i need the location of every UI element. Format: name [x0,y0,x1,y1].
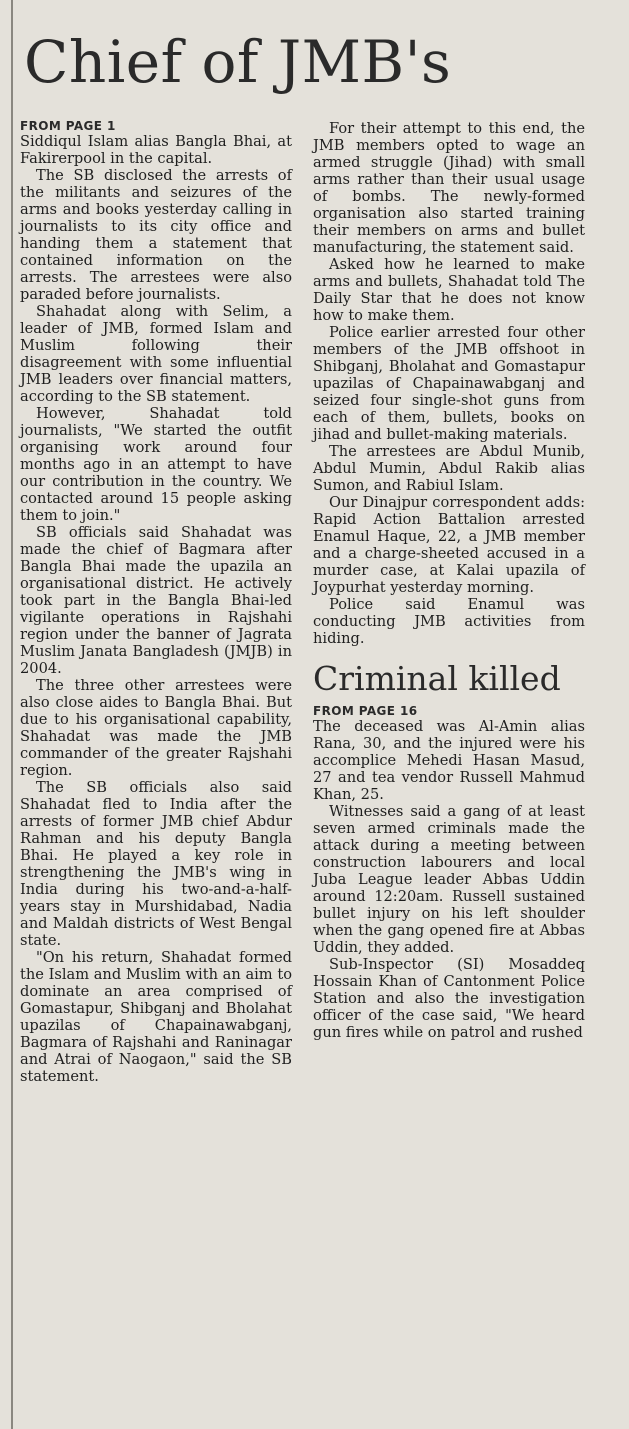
story-headline: Chief of JMB's [24,28,452,96]
story-paragraph: Sub-Inspector (SI) Mosaddeq Hossain Khan of Cantonment Police Station and also the investigation officer of the case said, "We heard gun fires while on patrol and rushed [313,956,585,1041]
story-paragraph: Police earlier arrested four other members of the JMB offshoot in Shibganj, Bholahat and Gomastapur upazilas of Chapainawabganj and seized four single-shot guns from each of them, bullets, books on jihad and bullet-making materials. [313,324,585,443]
story-paragraph: The SB officials also said Shahadat fled to India after the arrests of former JMB chief Abdur Rahman and his deputy Bangla Bhai. He played a key role in strengthening the JMB's wing in India during his two-and-a-half-years stay in Murshidabad, Nadia and Maldah districts of West Bengal state. [20,779,292,949]
right-column [313,120,585,1041]
second-story-headline: Criminal killed [313,659,561,698]
continued-from-label: FROM PAGE 1 [20,119,116,133]
story-paragraph: For their attempt to this end, the JMB members opted to wage an armed struggle (Jihad) with small arms rather than their usual usage of bombs. The newly-formed organisation also started training their members on arms and bullet manufacturing, the statement said. [313,120,585,256]
story-paragraph: The arrestees are Abdul Munib, Abdul Mumin, Abdul Rakib alias Sumon, and Rabiul Islam. [313,443,585,494]
story-paragraph: Our Dinajpur correspondent adds: Rapid Action Battalion arrested Enamul Haque, 22, a JMB member and a charge-sheeted accused in a murder case, at Kalai upazila of Joypurhat yesterday morning. [313,494,585,596]
story-paragraph: Shahadat along with Selim, a leader of JMB, formed Islam and Muslim following their disagreement with some influential JMB leaders over financial matters, according to the SB statement. [20,303,292,405]
story-lead-text: The deceased was Al-Amin alias Rana, 30, and the injured were his accomplice Mehedi Hasan Masud, 27 and tea vendor Russell Mahmud Khan, 25. [313,718,585,803]
story-paragraph: The three other arrestees were also close aides to Bangla Bhai. But due to his organisational capability, Shahadat was made the JMB commander of the greater Rajshahi region. [20,677,292,779]
story-paragraph: "On his return, Shahadat formed the Islam and Muslim with an aim to dominate an area comprised of Gomastapur, Shibganj and Bholahat upazilas of Chapainawabganj, Bagmara of Rajshahi and Raninagar and Atrai of Naogaon," said the SB statement. [20,949,292,1085]
story-lead-text: Siddiqul Islam alias Bangla Bhai, at Fakirerpool in the capital. [20,133,292,167]
left-column-rule [11,0,13,1429]
story-paragraph: The SB disclosed the arrests of the militants and seizures of the arms and books yesterday calling in journalists to its city office and handing them a statement that contained information on the arrests. The arrestees were also paraded before journalists. [20,167,292,303]
story-paragraph: Police said Enamul was conducting JMB activities from hiding. [313,596,585,647]
story-paragraph: However, Shahadat told journalists, "We started the outfit organising work around four months ago in an attempt to have our contribution in the country. We contacted around 15 people asking them to join." [20,405,292,524]
story-paragraph: Witnesses said a gang of at least seven armed criminals made the attack during a meeting between construction labourers and local Juba League leader Abbas Uddin around 12:20am. Russell sustained bullet injury on his left shoulder when the gang opened fire at Abbas Uddin, they added. [313,803,585,956]
left-column [20,118,292,1085]
story-paragraph: Asked how he learned to make arms and bullets, Shahadat told The Daily Star that he does not know how to make them. [313,256,585,324]
continued-from-label: FROM PAGE 16 [313,704,418,718]
story-paragraph: SB officials said Shahadat was made the chief of Bagmara after Bangla Bhai made the upazila an organisational district. He actively took part in the Bangla Bhai-led vigilante operations in Rajshahi region under the banner of Jagrata Muslim Janata Bangladesh (JMJB) in 2004. [20,524,292,677]
